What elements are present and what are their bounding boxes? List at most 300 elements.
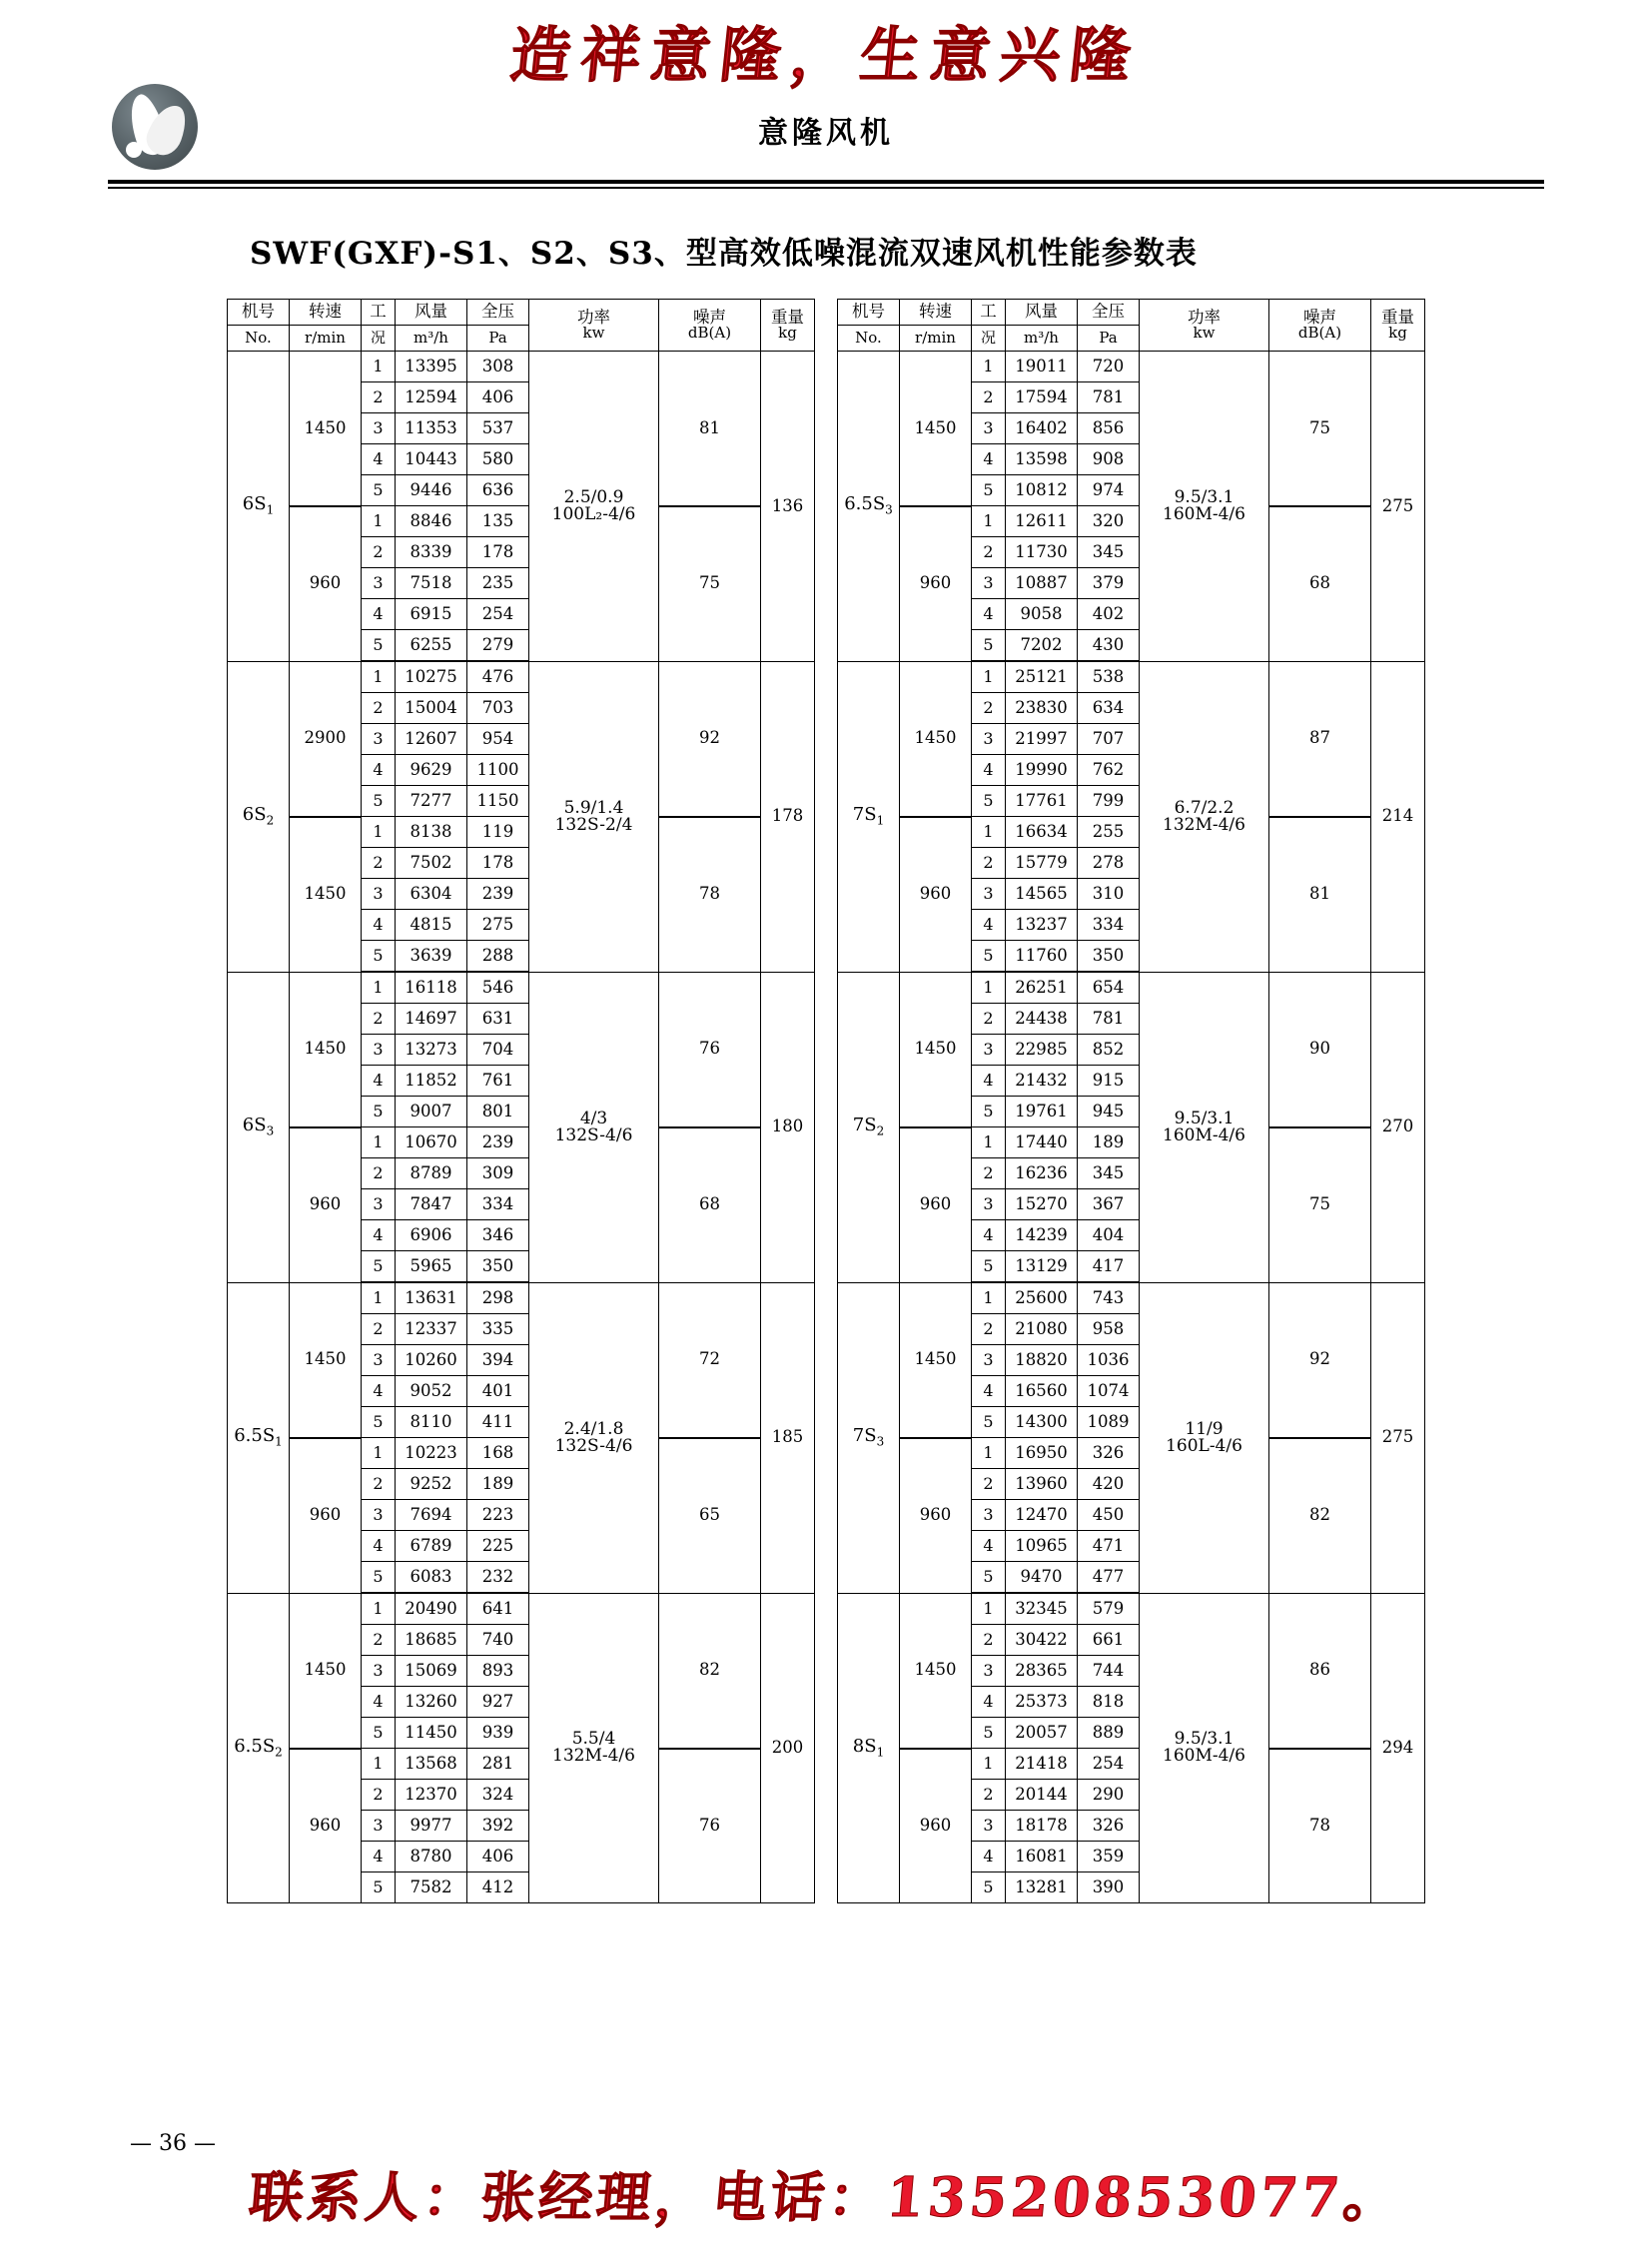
cell-pressure: 239 [467,1127,529,1158]
cell-pressure: 367 [1078,1189,1140,1220]
cell-pressure: 308 [467,352,529,382]
cell-flow: 12370 [396,1780,467,1811]
cell-condition: 5 [362,941,396,973]
table-row [838,817,1425,848]
col-header-no-sub: No. [228,326,290,352]
cell-flow: 13129 [1006,1251,1078,1283]
cell-noise: 82 [659,1593,761,1749]
cell-weight: 275 [1371,352,1425,662]
cell-weight: 136 [761,352,815,662]
cell-condition: 1 [972,661,1006,693]
cell-weight: 178 [761,661,815,972]
cell-pressure: 178 [467,537,529,568]
cell-rpm: 960 [290,1127,362,1283]
cell-pressure: 290 [1078,1780,1140,1811]
cell-condition: 2 [972,1158,1006,1189]
cell-pressure: 189 [467,1469,529,1500]
col-header-no-sub: No. [838,326,900,352]
cell-pressure: 580 [467,444,529,475]
cell-pressure: 476 [467,661,529,693]
cell-rpm: 1450 [900,1593,972,1749]
cell-flow: 8789 [396,1158,467,1189]
cell-condition: 1 [362,1127,396,1158]
table-row [228,352,815,382]
cell-pressure: 168 [467,1438,529,1469]
header-divider [108,180,1544,189]
cell-pressure: 450 [1078,1500,1140,1531]
cell-condition: 4 [972,1687,1006,1718]
cell-flow: 13960 [1006,1469,1078,1500]
cell-pressure: 281 [467,1749,529,1780]
cell-flow: 25373 [1006,1687,1078,1718]
cell-flow: 15004 [396,693,467,724]
cell-condition: 3 [362,1035,396,1066]
cell-condition: 3 [972,1189,1006,1220]
cell-noise: 90 [1269,972,1371,1127]
cell-flow: 15779 [1006,848,1078,879]
cell-flow: 10443 [396,444,467,475]
tables-container [0,299,1652,1903]
cell-condition: 4 [362,1220,396,1251]
cell-flow: 8339 [396,537,467,568]
cell-flow: 13568 [396,1749,467,1780]
cell-condition: 2 [362,1314,396,1345]
cell-flow: 6304 [396,879,467,910]
cell-condition: 4 [972,1842,1006,1872]
cell-condition: 3 [362,1500,396,1531]
cell-model: $6.5S_1$ [228,1282,290,1593]
table-row [838,1282,1425,1314]
col-header-power-top: 功率 [577,307,610,327]
cell-condition: 1 [362,972,396,1004]
cell-pressure: 235 [467,568,529,599]
cell-flow: 15270 [1006,1189,1078,1220]
cell-condition: 1 [362,1282,396,1314]
cell-flow: 14565 [1006,879,1078,910]
cell-rpm: 1450 [900,661,972,817]
cell-condition: 1 [972,1593,1006,1625]
col-header-no: 机号 [228,300,290,326]
col-header-weight-top: 重量 [771,307,804,327]
cell-pressure: 1089 [1078,1407,1140,1438]
cell-condition: 2 [972,1004,1006,1035]
cell-flow: 13395 [396,352,467,382]
cell-pressure: 326 [1078,1438,1140,1469]
cell-pressure: 654 [1078,972,1140,1004]
cell-condition: 2 [972,848,1006,879]
cell-pressure: 740 [467,1625,529,1656]
cell-condition: 4 [362,1531,396,1562]
col-header-cond-sub: 况 [362,326,396,352]
cell-condition: 5 [972,1097,1006,1127]
cell-condition: 5 [972,1872,1006,1903]
cell-noise: 81 [1269,817,1371,973]
cell-condition: 3 [362,413,396,444]
cell-noise: 92 [1269,1282,1371,1438]
cell-condition: 5 [972,786,1006,817]
cell-pressure: 135 [467,506,529,537]
cell-rpm: 1450 [290,972,362,1127]
cell-flow: 22985 [1006,1035,1078,1066]
cell-condition: 1 [972,1127,1006,1158]
cell-condition: 2 [972,1314,1006,1345]
cell-flow: 10223 [396,1438,467,1469]
cell-pressure: 359 [1078,1842,1140,1872]
cell-flow: 7277 [396,786,467,817]
cell-flow: 16236 [1006,1158,1078,1189]
cell-pressure: 954 [467,724,529,755]
col-header-cond: 工 [972,300,1006,326]
cell-condition: 3 [972,413,1006,444]
cell-rpm: 1450 [290,817,362,973]
cell-condition: 1 [362,817,396,848]
cell-rpm: 960 [900,817,972,973]
cell-flow: 11730 [1006,537,1078,568]
table-row [228,1749,815,1780]
cell-pressure: 641 [467,1593,529,1625]
cell-pressure: 801 [467,1097,529,1127]
cell-flow: 25121 [1006,661,1078,693]
cell-condition: 2 [362,848,396,879]
cell-condition: 4 [362,1842,396,1872]
cell-pressure: 379 [1078,568,1140,599]
table-row [838,506,1425,537]
cell-flow: 7502 [396,848,467,879]
cell-pressure: 1036 [1078,1345,1140,1376]
cell-flow: 8138 [396,817,467,848]
cell-condition: 3 [362,879,396,910]
cell-power: 11/9 160L-4/6 [1140,1282,1269,1593]
cell-flow: 12611 [1006,506,1078,537]
cell-condition: 4 [972,1531,1006,1562]
cell-condition: 5 [972,475,1006,506]
col-header-flow: 风量 [1006,300,1078,326]
cell-noise: 81 [659,352,761,506]
col-header-noise-sub: dB(A) [687,324,732,343]
cell-model: $6S_1$ [228,352,290,662]
cell-pressure: 350 [467,1251,529,1283]
col-header-rpm: 转速 [290,300,362,326]
cell-noise: 87 [1269,661,1371,817]
cell-pressure: 856 [1078,413,1140,444]
cell-model: $6S_2$ [228,661,290,972]
cell-flow: 12607 [396,724,467,755]
cell-pressure: 326 [1078,1811,1140,1842]
cell-flow: 19990 [1006,755,1078,786]
cell-pressure: 634 [1078,693,1140,724]
cell-flow: 18820 [1006,1345,1078,1376]
cell-flow: 12594 [396,382,467,413]
cell-rpm: 960 [900,1749,972,1903]
cell-flow: 13281 [1006,1872,1078,1903]
cell-flow: 16560 [1006,1376,1078,1407]
cell-condition: 4 [362,1376,396,1407]
cell-flow: 13273 [396,1035,467,1066]
cell-power: 5.9/1.4 132S-2/4 [529,661,659,972]
cell-rpm: 1450 [290,1282,362,1438]
cell-power: 2.5/0.9 100L₂-4/6 [529,352,659,662]
cell-condition: 1 [972,1282,1006,1314]
cell-pressure: 893 [467,1656,529,1687]
cell-flow: 9252 [396,1469,467,1500]
cell-pressure: 537 [467,413,529,444]
cell-pressure: 707 [1078,724,1140,755]
cell-flow: 13260 [396,1687,467,1718]
cell-power: 2.4/1.8 132S-4/6 [529,1282,659,1593]
table-row [838,1593,1425,1625]
cell-rpm: 960 [900,1127,972,1283]
cell-pressure: 744 [1078,1656,1140,1687]
cell-noise: 92 [659,661,761,817]
cell-condition: 2 [362,1780,396,1811]
cell-flow: 9007 [396,1097,467,1127]
cell-pressure: 927 [467,1687,529,1718]
cell-flow: 9629 [396,755,467,786]
cell-pressure: 1074 [1078,1376,1140,1407]
col-header-no: 机号 [838,300,900,326]
cell-flow: 4815 [396,910,467,941]
cell-pressure: 631 [467,1004,529,1035]
cell-power: 9.5/3.1 160M-4/6 [1140,1593,1269,1903]
cell-condition: 2 [362,1158,396,1189]
cell-flow: 6915 [396,599,467,630]
cell-rpm: 1450 [900,972,972,1127]
cell-pressure: 254 [1078,1749,1140,1780]
cell-condition: 5 [972,1407,1006,1438]
cell-power: 9.5/3.1 160M-4/6 [1140,352,1269,662]
cell-pressure: 255 [1078,817,1140,848]
cell-pressure: 275 [467,910,529,941]
cell-pressure: 309 [467,1158,529,1189]
cell-condition: 3 [972,879,1006,910]
col-header-rpm-sub: r/min [290,326,362,352]
cell-condition: 4 [972,1376,1006,1407]
table-row [228,1282,815,1314]
cell-condition: 3 [362,1345,396,1376]
cell-model: $6S_3$ [228,972,290,1282]
cell-pressure: 390 [1078,1872,1140,1903]
cell-condition: 3 [972,1345,1006,1376]
cell-flow: 17594 [1006,382,1078,413]
cell-rpm: 1450 [900,352,972,506]
cell-flow: 14697 [396,1004,467,1035]
cell-noise: 76 [659,1749,761,1903]
cell-flow: 32345 [1006,1593,1078,1625]
col-header-flow-sub: m³/h [1006,326,1078,352]
cell-condition: 1 [972,1749,1006,1780]
cell-pressure: 406 [467,1842,529,1872]
cell-condition: 5 [362,1718,396,1749]
cell-flow: 7694 [396,1500,467,1531]
page-number: — 36 — [130,2131,216,2156]
cell-flow: 9977 [396,1811,467,1842]
cell-flow: 9446 [396,475,467,506]
cell-condition: 3 [362,1656,396,1687]
cell-pressure: 254 [467,599,529,630]
cell-condition: 3 [362,724,396,755]
cell-pressure: 406 [467,382,529,413]
cell-pressure: 310 [1078,879,1140,910]
cell-pressure: 417 [1078,1251,1140,1283]
cell-condition: 5 [362,1097,396,1127]
cell-pressure: 781 [1078,382,1140,413]
cell-flow: 11353 [396,413,467,444]
cell-flow: 14239 [1006,1220,1078,1251]
cell-flow: 13237 [1006,910,1078,941]
cell-flow: 11852 [396,1066,467,1097]
col-header-rpm: 转速 [900,300,972,326]
cell-model: $7S_1$ [838,661,900,972]
cell-condition: 5 [362,1407,396,1438]
footer [0,2155,1652,2232]
cell-pressure: 430 [1078,630,1140,662]
cell-pressure: 761 [467,1066,529,1097]
cell-flow: 13631 [396,1282,467,1314]
cell-flow: 25600 [1006,1282,1078,1314]
cell-power: 9.5/3.1 160M-4/6 [1140,972,1269,1282]
cell-rpm: 1450 [290,352,362,506]
table-row [228,972,815,1004]
cell-condition: 4 [972,444,1006,475]
col-header-noise-top: 噪声 [693,307,726,327]
cell-model: $6.5S_2$ [228,1593,290,1903]
cell-condition: 5 [972,1718,1006,1749]
cell-condition: 1 [972,506,1006,537]
table-row [838,352,1425,382]
cell-flow: 19761 [1006,1097,1078,1127]
cell-weight: 214 [1371,661,1425,972]
footer-contact: 联系人：张经理，电话：13520853077。 [247,2165,1405,2229]
cell-pressure: 345 [1078,1158,1140,1189]
cell-flow: 17440 [1006,1127,1078,1158]
cell-flow: 30422 [1006,1625,1078,1656]
cell-condition: 3 [972,724,1006,755]
cell-model: $8S_1$ [838,1593,900,1903]
cell-pressure: 412 [467,1872,529,1903]
cell-pressure: 279 [467,630,529,662]
cell-rpm: 960 [290,1749,362,1903]
cell-condition: 5 [362,630,396,662]
col-header-noise [1269,300,1371,352]
table-row [228,817,815,848]
table-row [838,1127,1425,1158]
cell-condition: 2 [972,1780,1006,1811]
cell-noise: 86 [1269,1593,1371,1749]
cell-noise: 68 [1269,506,1371,662]
cell-noise: 78 [659,817,761,973]
cell-pressure: 636 [467,475,529,506]
cell-condition: 4 [972,755,1006,786]
cell-pressure: 546 [467,972,529,1004]
cell-pressure: 945 [1078,1097,1140,1127]
cell-weight: 180 [761,972,815,1282]
cell-condition: 1 [972,1438,1006,1469]
cell-condition: 5 [972,941,1006,973]
cell-flow: 8846 [396,506,467,537]
cell-pressure: 232 [467,1562,529,1594]
cell-weight: 200 [761,1593,815,1903]
cell-model: $7S_2$ [838,972,900,1282]
cell-flow: 10260 [396,1345,467,1376]
cell-condition: 4 [972,1066,1006,1097]
cell-condition: 5 [972,1251,1006,1283]
cell-pressure: 392 [467,1811,529,1842]
cell-flow: 28365 [1006,1656,1078,1687]
cell-condition: 1 [362,1438,396,1469]
col-header-weight-sub: kg [1388,324,1407,343]
table-row [228,661,815,693]
cell-flow: 10670 [396,1127,467,1158]
cell-flow: 8780 [396,1842,467,1872]
cell-condition: 4 [972,910,1006,941]
cell-condition: 5 [362,1872,396,1903]
cell-pressure: 538 [1078,661,1140,693]
cell-flow: 18685 [396,1625,467,1656]
cell-pressure: 334 [467,1189,529,1220]
cell-pressure: 402 [1078,599,1140,630]
cell-noise: 75 [1269,352,1371,506]
cell-flow: 13598 [1006,444,1078,475]
cell-rpm: 1450 [900,1282,972,1438]
brand-header [0,84,1652,158]
cell-pressure: 704 [467,1035,529,1066]
spec-table-right-body [838,352,1425,1903]
cell-flow: 16118 [396,972,467,1004]
col-header-rpm-sub: r/min [900,326,972,352]
cell-flow: 24438 [1006,1004,1078,1035]
banner [0,0,1652,91]
cell-condition: 3 [362,568,396,599]
cell-condition: 3 [972,1500,1006,1531]
cell-weight: 270 [1371,972,1425,1282]
cell-condition: 2 [972,537,1006,568]
cell-flow: 9058 [1006,599,1078,630]
cell-pressure: 477 [1078,1562,1140,1594]
cell-condition: 4 [972,599,1006,630]
cell-condition: 4 [362,1687,396,1718]
cell-rpm: 960 [900,506,972,662]
cell-noise: 75 [659,506,761,662]
cell-flow: 20057 [1006,1718,1078,1749]
cell-power: 6.7/2.2 132M-4/6 [1140,661,1269,972]
cell-pressure: 288 [467,941,529,973]
cell-flow: 7202 [1006,630,1078,662]
cell-noise: 76 [659,972,761,1127]
cell-pressure: 781 [1078,1004,1140,1035]
cell-flow: 21080 [1006,1314,1078,1345]
cell-condition: 1 [362,352,396,382]
cell-condition: 5 [972,630,1006,662]
table-row [838,661,1425,693]
cell-flow: 10887 [1006,568,1078,599]
table-row [838,1749,1425,1780]
cell-flow: 23830 [1006,693,1078,724]
cell-pressure: 889 [1078,1718,1140,1749]
cell-flow: 19011 [1006,352,1078,382]
cell-condition: 1 [972,352,1006,382]
cell-flow: 7518 [396,568,467,599]
cell-flow: 8110 [396,1407,467,1438]
col-header-power [529,300,659,352]
cell-flow: 21432 [1006,1066,1078,1097]
cell-power: 5.5/4 132M-4/6 [529,1593,659,1903]
spec-table-right [837,299,1425,1903]
col-header-power-top: 功率 [1188,307,1221,327]
cell-condition: 1 [362,1593,396,1625]
cell-weight: 185 [761,1282,815,1593]
cell-condition: 2 [362,1625,396,1656]
col-header-cond-sub: 况 [972,326,1006,352]
